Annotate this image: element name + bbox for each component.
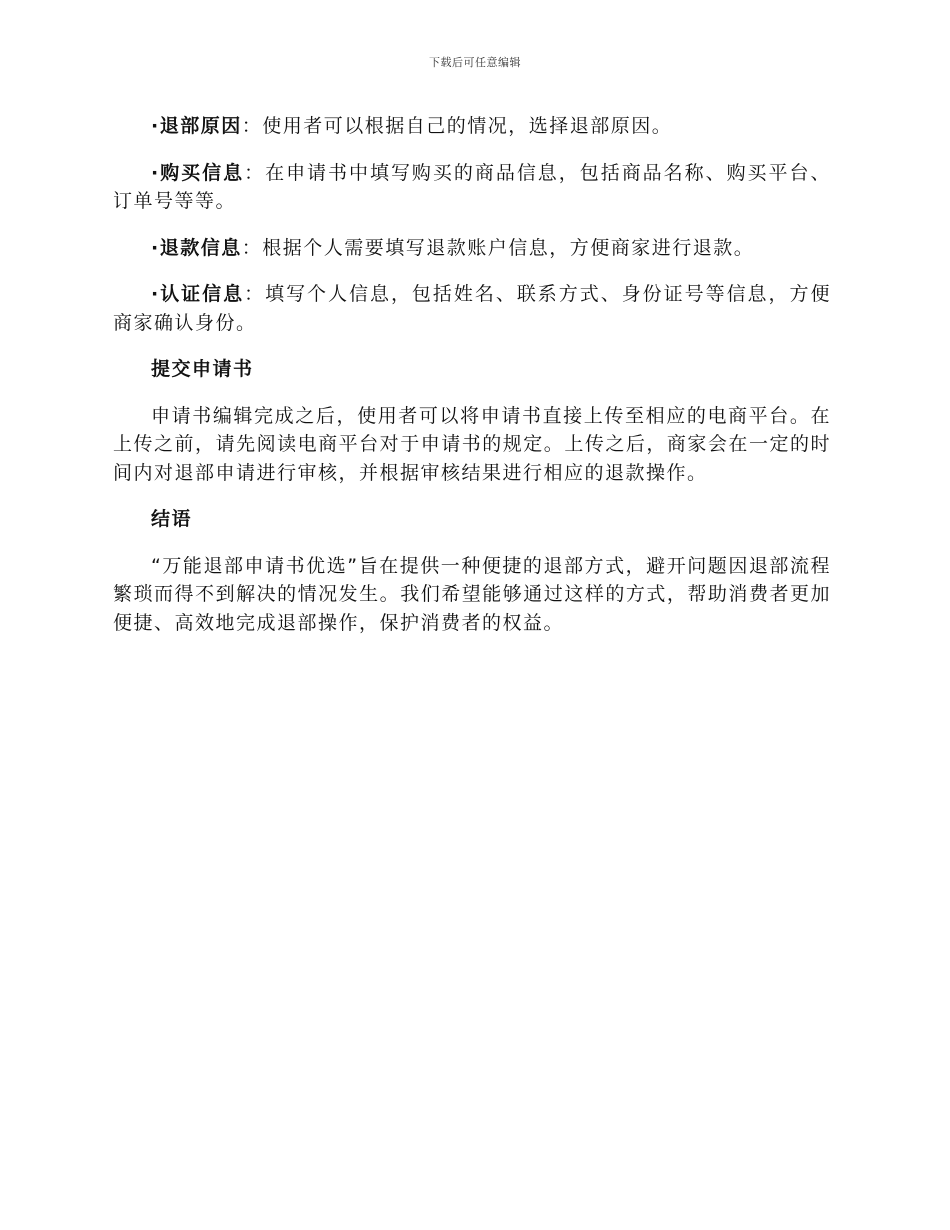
bullet-text: 使用者可以根据自己的情况，选择退部原因。 <box>262 115 673 137</box>
bullet-item-refund-reason <box>113 112 831 141</box>
bullet-item-refund-info <box>113 234 831 263</box>
bullet-label: ·退部原因 <box>151 115 242 137</box>
bullet-separator: ： <box>241 236 263 259</box>
bullet-item-purchase-info <box>113 159 831 216</box>
bullet-text: 填写个人信息，包括姓名、联系方式、身份证号等信息，方便商家确认身份。 <box>113 283 831 334</box>
bullet-item-auth-info <box>113 280 831 337</box>
section-body-conclusion: “万能退部申请书优选”旨在提供一种便捷的退部方式，避开问题因退部流程繁琐而得不到解决的情况发生。我们希望能够通过这样的方式，帮助消费者更加便捷、高效地完成退部操作，保护消费者的权益。 <box>113 554 831 634</box>
bullet-text: 在申请书中填写购买的商品信息，包括商品名称、购买平台、订单号等等。 <box>113 161 831 212</box>
bullet-separator: ： <box>241 115 263 137</box>
document-body <box>113 112 831 655</box>
section-body-submit: 申请书编辑完成之后，使用者可以将申请书直接上传至相应的电商平台。在上传之前，请先阅读电商平台对于申请书的规定。上传之后，商家会在一定的时间内对退部申请进行审核，并根据审核结果进行相应的退款操作。 <box>113 404 831 484</box>
section-title-submit: 提交申请书 <box>151 358 254 380</box>
header-note: 下载后可任意编辑 <box>429 56 521 69</box>
section-title-conclusion: 结语 <box>151 508 193 530</box>
bullet-separator: ： <box>244 283 266 305</box>
bullet-label: ·认证信息 <box>151 283 245 305</box>
bullet-text: 根据个人需要填写退款账户信息，方便商家进行退款。 <box>262 236 755 259</box>
bullet-label: ·购买信息 <box>151 161 245 184</box>
bullet-separator: ： <box>244 161 266 184</box>
bullet-label: ·退款信息 <box>151 236 242 259</box>
